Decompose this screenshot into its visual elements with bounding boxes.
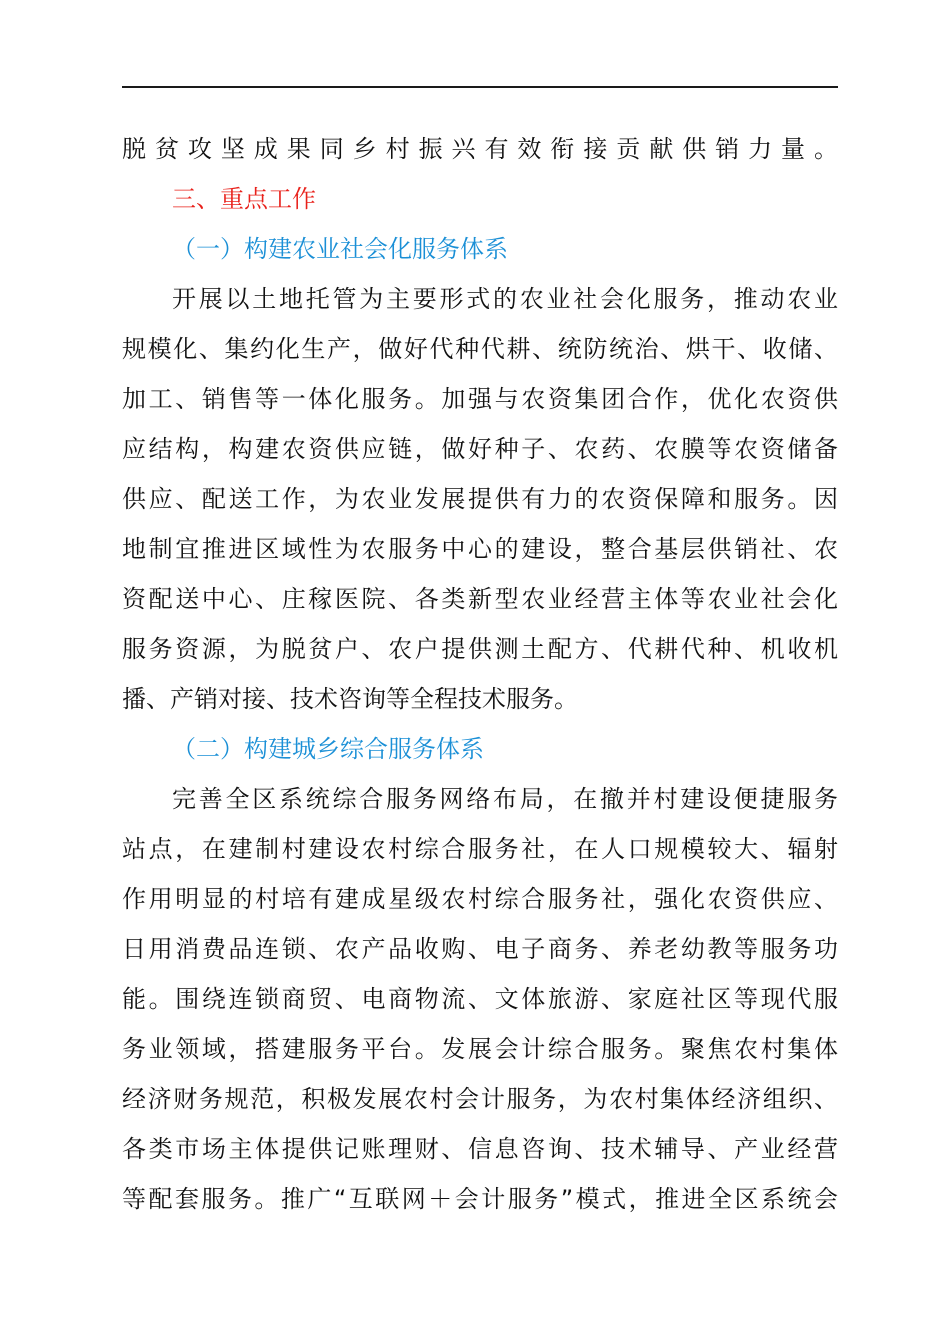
paragraph-line: 资配送中心、庄稼医院、各类新型农业经营主体等农业社会化: [122, 585, 838, 613]
paragraph-line: 加工、销售等一体化服务。加强与农资集团合作，优化农资供: [122, 385, 838, 413]
paragraph-1: [122, 274, 838, 724]
subsection-heading-1: （一）构建农业社会化服务体系: [172, 235, 508, 263]
document-body: [122, 124, 838, 1224]
paragraph-line: 开展以土地托管为主要形式的农业社会化服务，推动农业: [172, 285, 838, 313]
paragraph-line: 站点，在建制村建设农村综合服务社，在人口规模较大、辐射: [122, 835, 838, 863]
paragraph-line: 服务资源，为脱贫户、农户提供测土配方、代耕代种、机收机: [122, 635, 838, 663]
paragraph-line: 地制宜推进区域性为农服务中心的建设，整合基层供销社、农: [122, 535, 838, 563]
section-heading: 三、重点工作: [172, 185, 316, 213]
header-rule: [122, 86, 838, 88]
paragraph-2: [122, 774, 838, 1224]
paragraph-line: 等配套服务。推广“互联网＋会计服务”模式，推进全区系统会: [122, 1185, 838, 1213]
paragraph-line: 作用明显的村培有建成星级农村综合服务社，强化农资供应、: [122, 885, 838, 913]
paragraph-line: 供应、配送工作，为农业发展提供有力的农资保障和服务。因: [122, 485, 838, 513]
paragraph-line: 完善全区系统综合服务网络布局，在撤并村建设便捷服务: [172, 785, 838, 813]
paragraph-line: 日用消费品连锁、农产品收购、电子商务、养老幼教等服务功: [122, 935, 838, 963]
paragraph-line: 规模化、集约化生产，做好代种代耕、统防统治、烘干、收储、: [122, 335, 838, 363]
paragraph-line: 经济财务规范，积极发展农村会计服务，为农村集体经济组织、: [122, 1085, 838, 1113]
subsection-heading-2: （二）构建城乡综合服务体系: [172, 735, 484, 763]
continuation-line: 脱贫攻坚成果同乡村振兴有效衔接贡献供销力量。: [122, 135, 838, 163]
paragraph-line: 播、产销对接、技术咨询等全程技术服务。: [122, 685, 578, 713]
paragraph-line: 能。围绕连锁商贸、电商物流、文体旅游、家庭社区等现代服: [122, 985, 838, 1013]
paragraph-line: 应结构，构建农资供应链，做好种子、农药、农膜等农资储备: [122, 435, 838, 463]
paragraph-line: 各类市场主体提供记账理财、信息咨询、技术辅导、产业经营: [122, 1135, 838, 1163]
paragraph-line: 务业领域，搭建服务平台。发展会计综合服务。聚焦农村集体: [122, 1035, 838, 1063]
